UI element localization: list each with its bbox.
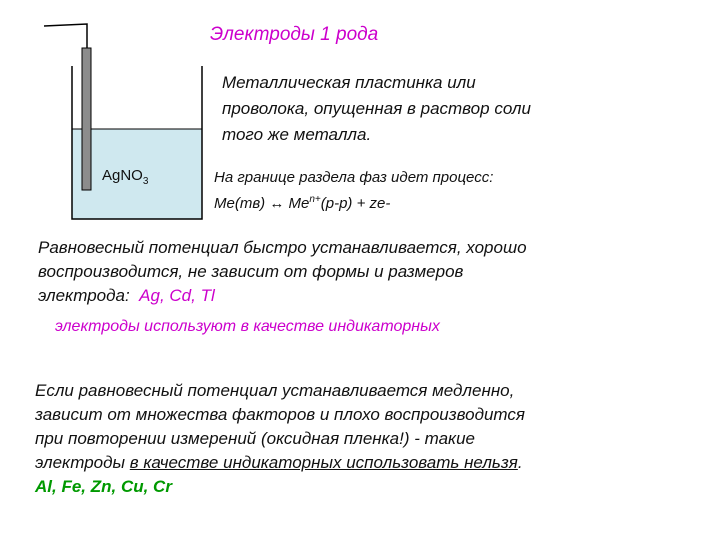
underlined-warning: в качестве индикаторных использовать нельзя [129, 453, 518, 472]
electrode-wire [44, 24, 87, 48]
indicator-note: электроды используют в качестве индикаторных [55, 318, 440, 335]
slow-metals: Al, Fe, Zn, Cu, Cr [35, 477, 172, 496]
interface-process [214, 167, 634, 215]
equilibrium-paragraph [38, 236, 698, 308]
paragraph-line: при повторении измерений (оксидная пленка!) - такие [35, 429, 475, 448]
solution-label: AgNO$_3$ [102, 167, 149, 187]
process-equation: Me(тв) ↔ $Me^{n+}(р-р) + ze-$ [214, 194, 391, 212]
description-line: Металлическая пластинка или [222, 73, 476, 92]
description-line: того же металла. [222, 125, 372, 144]
electrode-rod [82, 48, 91, 190]
paragraph-line: воспроизводится, не зависит от формы и размеров [38, 262, 464, 281]
process-heading: На границе раздела фаз идет процесс: [214, 169, 494, 186]
slow-potential-paragraph [35, 379, 705, 499]
paragraph-line: Равновесный потенциал быстро устанавливается, хорошо [38, 238, 527, 257]
slide-title: Электроды 1 рода [210, 24, 379, 45]
electrode-description [222, 70, 642, 148]
fast-metals: Ag, Cd, Tl [139, 286, 215, 305]
paragraph-line: электроды в качестве индикаторных использовать нельзя. [35, 453, 523, 472]
paragraph-line: зависит от множества факторов и плохо воспроизводится [35, 405, 525, 424]
description-line: проволока, опущенная в раствор соли [222, 99, 531, 118]
paragraph-line: Если равновесный потенциал устанавливается медленно, [35, 381, 515, 400]
paragraph-line: электрода: Ag, Cd, Tl [38, 286, 215, 305]
